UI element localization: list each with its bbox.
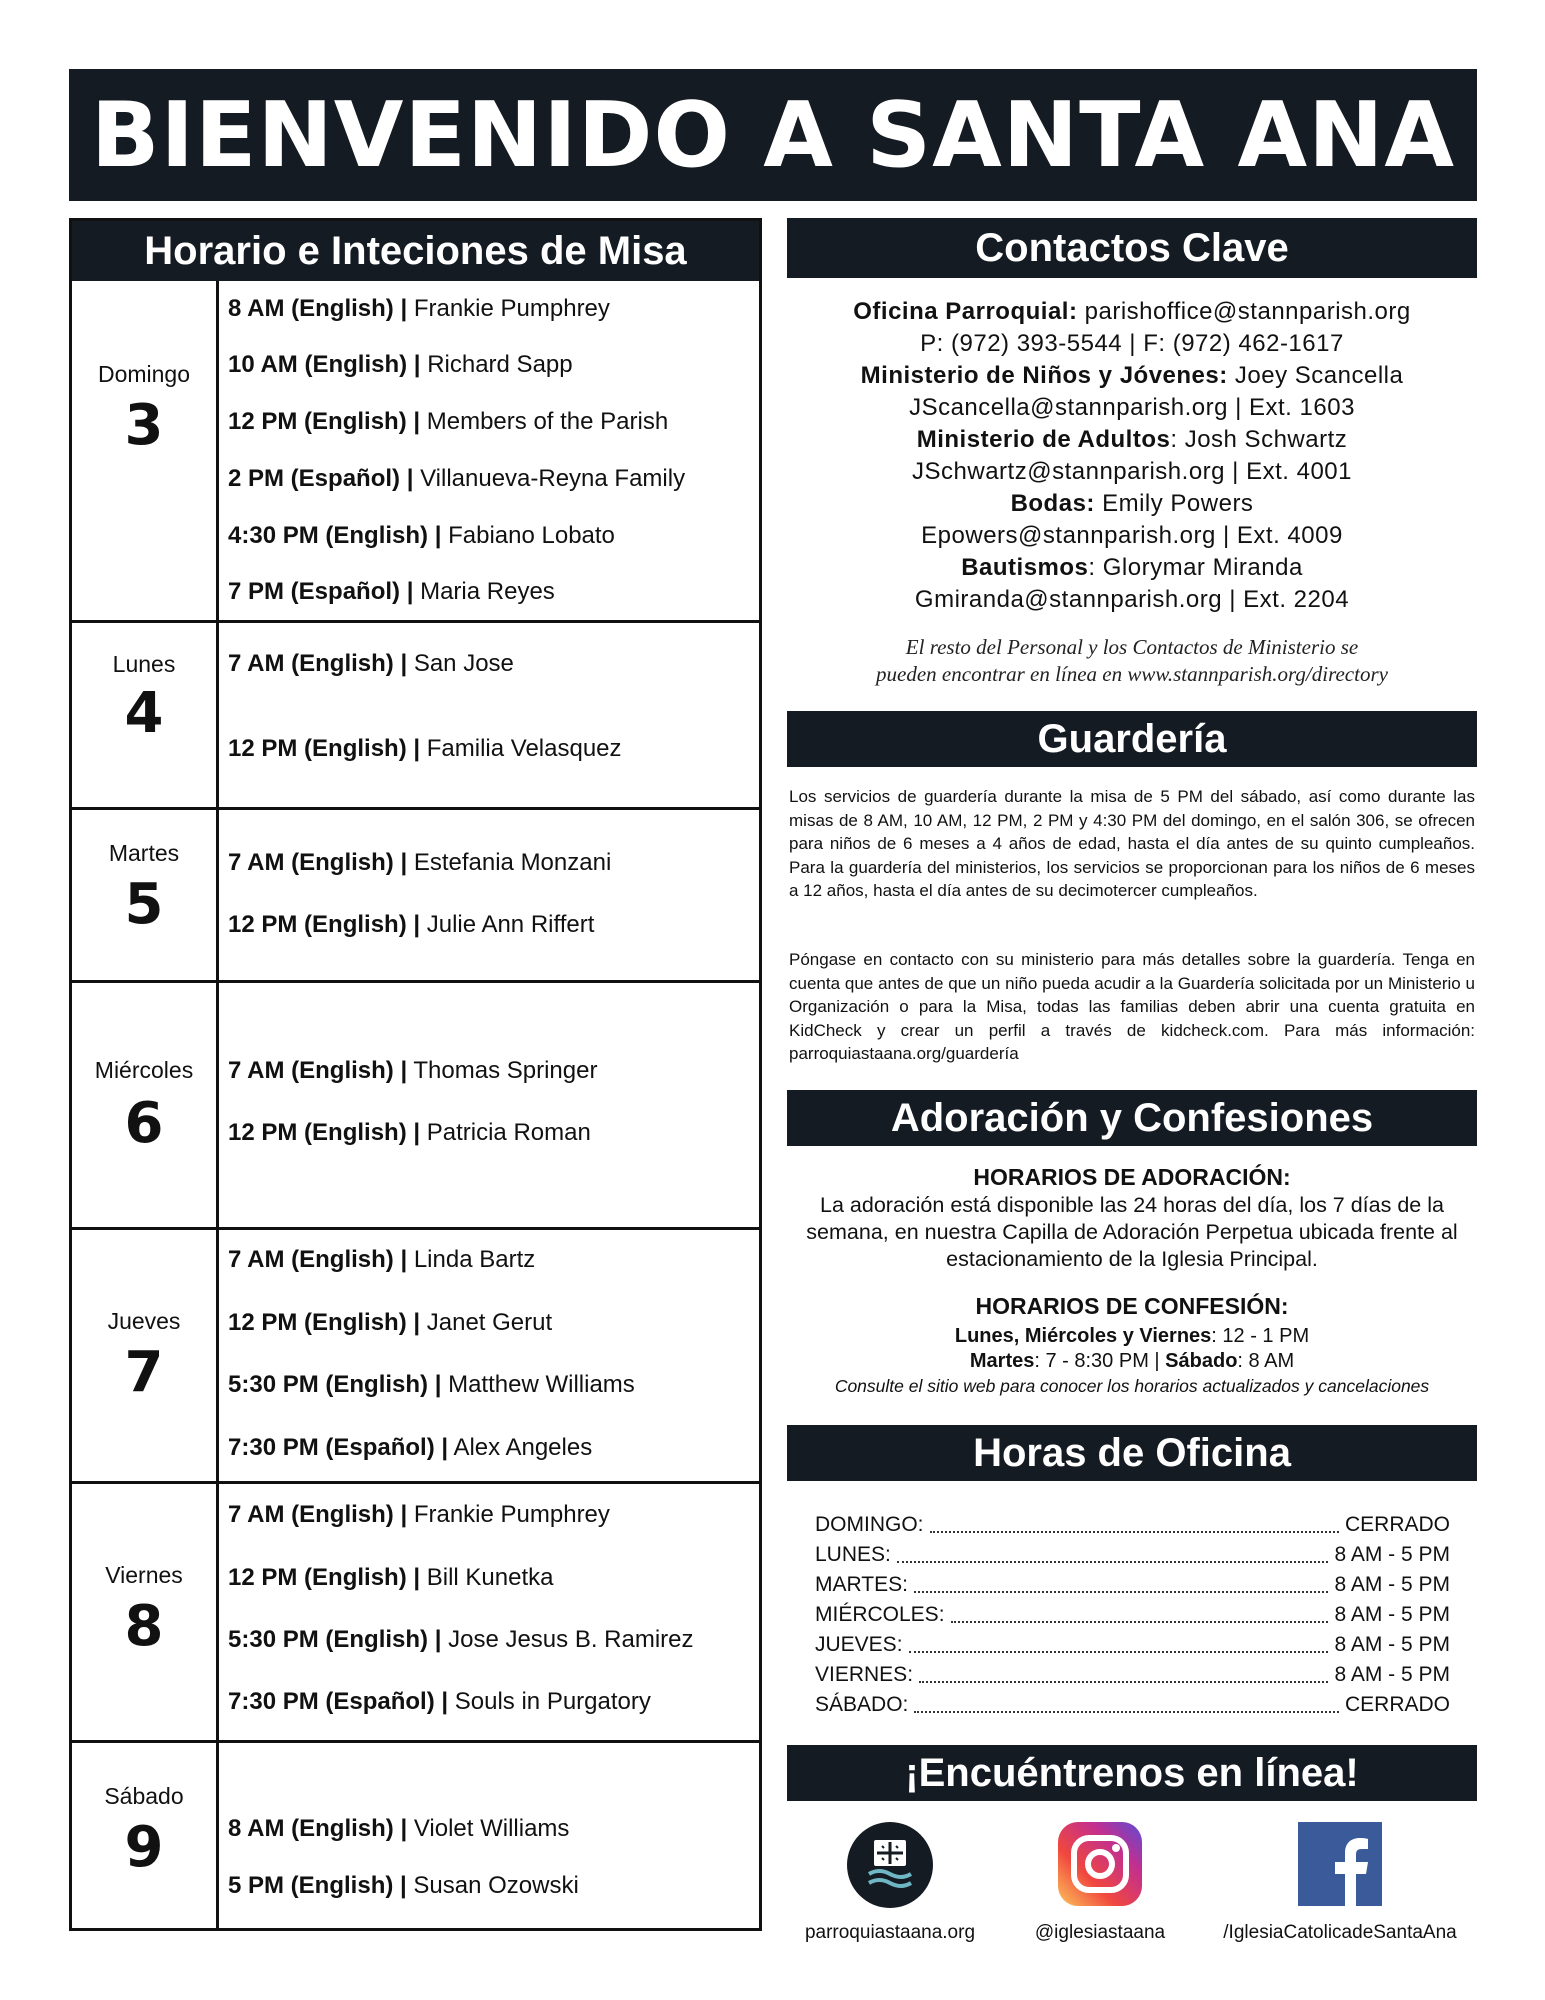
day-name: Miércoles — [94, 1057, 194, 1083]
mass-entry — [228, 849, 611, 877]
office-day: LUNES: — [815, 1543, 891, 1566]
office-header: Horas de Oficina — [787, 1425, 1477, 1481]
directory-note-line: El resto del Personal y los Contactos de Ministerio se — [905, 635, 1359, 659]
parish-logo-icon — [847, 1822, 933, 1908]
contact-role: Oficina Parroquial: — [853, 298, 1078, 325]
mass-time: 7 PM (Español) | — [228, 578, 414, 605]
mass-intention: Richard Sapp — [427, 351, 573, 378]
mass-entry — [228, 1815, 569, 1843]
mass-entry — [228, 465, 685, 493]
mass-time: 7 AM (English) | — [228, 650, 408, 677]
contact-line — [787, 456, 1477, 488]
confession-days: Sábado — [1165, 1350, 1238, 1372]
contact-line — [787, 328, 1477, 360]
directory-note — [787, 634, 1477, 688]
dot-leader — [914, 1697, 1339, 1713]
mass-time: 12 PM (English) | — [228, 1119, 421, 1146]
mass-intention: Members of the Parish — [426, 408, 669, 435]
mass-entry — [228, 1434, 592, 1462]
mass-intention: Alex Angeles — [453, 1434, 593, 1461]
mass-entry — [228, 1057, 597, 1085]
day-block-3 — [72, 980, 759, 1227]
contact-role: Ministerio de Niños y Jóvenes: — [860, 362, 1228, 389]
adoration-header: Adoración y Confesiones — [787, 1090, 1477, 1146]
mass-entry — [228, 1872, 579, 1900]
day-block-0 — [72, 281, 759, 620]
day-block-1 — [72, 620, 759, 807]
contact-role: Ministerio de Adultos — [916, 426, 1171, 453]
mass-time: 4:30 PM (English) | — [228, 522, 442, 549]
mass-time: 5:30 PM (English) | — [228, 1371, 442, 1398]
mass-intention: Fabiano Lobato — [448, 522, 615, 549]
contact-detail: P: (972) 393-5544 | F: (972) 462-1617 — [920, 330, 1344, 357]
mass-intention: Julie Ann Riffert — [426, 911, 595, 938]
contact-detail: Gmiranda@stannparish.org | Ext. 2204 — [914, 586, 1350, 613]
mass-time: 7 AM (English) | — [228, 1501, 408, 1528]
mass-entry — [228, 1309, 552, 1337]
confession-title: HORARIOS DE CONFESIÓN: — [975, 1293, 1289, 1319]
day-name: Lunes — [112, 651, 176, 677]
office-hours-value: 8 AM - 5 PM — [1334, 1603, 1450, 1626]
mass-time: 12 PM (English) | — [228, 735, 421, 762]
contact-line — [787, 424, 1477, 456]
mass-entry — [228, 911, 594, 939]
mass-entry — [228, 1501, 610, 1529]
nursery-paragraph: Póngase en contacto con su ministerio para más detalles sobre la guardería. Tenga en cuenta que antes de que un niño pueda acudir a la Guardería solicitada por un Ministerio u Organización o para la Misa, todas las familias deben abrir una cuenta gratuita en KidCheck y crear un perfil a través de kidcheck.com. Para más información: parroquiastaana.org/guardería — [789, 950, 1475, 1063]
office-day: JUEVES: — [815, 1633, 903, 1656]
confession-days: Martes — [969, 1350, 1035, 1372]
day-block-6 — [72, 1740, 759, 1928]
contact-line — [787, 296, 1477, 328]
mass-entry — [228, 735, 622, 763]
facebook-label: /IglesiaCatolicadeSantaAna — [1223, 1922, 1457, 1943]
mass-intention: Patricia Roman — [426, 1119, 591, 1146]
confession-days: Lunes, Miércoles y Viernes — [954, 1325, 1212, 1347]
day-number: 8 — [124, 1594, 164, 1659]
mass-intention: Violet Williams — [413, 1815, 570, 1842]
confession-hours: : 12 - 1 PM — [1211, 1325, 1310, 1347]
day-block-5 — [72, 1481, 759, 1740]
day-number: 3 — [124, 393, 164, 458]
contacts-header: Contactos Clave — [787, 218, 1477, 278]
day-number: 9 — [124, 1815, 164, 1880]
confession-hours: : 8 AM — [1237, 1350, 1295, 1372]
mass-time: 8 AM (English) | — [228, 1815, 408, 1842]
mass-entry — [228, 578, 555, 606]
office-day: MIÉRCOLES: — [815, 1603, 945, 1626]
instagram-link[interactable] — [1010, 1822, 1190, 1944]
mass-entry — [228, 1626, 694, 1654]
mass-time: 7 AM (English) | — [228, 849, 408, 876]
office-day: VIERNES: — [815, 1663, 914, 1686]
contact-line — [787, 552, 1477, 584]
contact-detail: Epowers@stannparish.org | Ext. 4009 — [921, 522, 1343, 549]
mass-time: 7:30 PM (Español) | — [228, 1688, 449, 1715]
mass-time: 10 AM (English) | — [228, 351, 421, 378]
mass-entry — [228, 1119, 591, 1147]
confession-line — [787, 1350, 1477, 1373]
day-name: Viernes — [105, 1562, 183, 1588]
office-hours-value: 8 AM - 5 PM — [1334, 1663, 1450, 1686]
mass-entry — [228, 1564, 554, 1592]
contact-line — [787, 392, 1477, 424]
contact-detail: JScancella@stannparish.org | Ext. 1603 — [909, 394, 1355, 421]
office-hours-row — [815, 1690, 1450, 1720]
day-name: Jueves — [107, 1308, 181, 1334]
dot-leader — [914, 1577, 1329, 1593]
mass-intention: San Jose — [413, 650, 514, 677]
contact-detail: : Glorymar Miranda — [1088, 554, 1303, 581]
day-name: Domingo — [97, 361, 191, 387]
office-hours-value: 8 AM - 5 PM — [1334, 1543, 1450, 1566]
office-hours-list — [815, 1510, 1450, 1720]
contact-detail: Joey Scancella — [1227, 362, 1404, 389]
mass-intention: Janet Gerut — [426, 1309, 553, 1336]
mass-entry — [228, 351, 573, 379]
office-hours-value: CERRADO — [1344, 1513, 1450, 1536]
contact-detail: : Josh Schwartz — [1170, 426, 1348, 453]
page-title: BIENVENIDO A SANTA ANA — [69, 69, 1477, 201]
mass-time: 5 PM (English) | — [228, 1872, 407, 1899]
day-name: Sábado — [104, 1783, 184, 1809]
office-hours-value: 8 AM - 5 PM — [1334, 1633, 1450, 1656]
instagram-icon — [1058, 1822, 1142, 1906]
adoration-title: HORARIOS DE ADORACIÓN: — [973, 1164, 1291, 1190]
mass-time: 7 AM (English) | — [228, 1057, 408, 1084]
facebook-icon — [1298, 1822, 1382, 1906]
mass-time: 12 PM (English) | — [228, 1564, 421, 1591]
day-number: 6 — [124, 1091, 164, 1156]
contact-line — [787, 520, 1477, 552]
mass-time: 8 AM (English) | — [228, 295, 408, 322]
mass-entry — [228, 650, 514, 678]
mass-intention: Thomas Springer — [413, 1057, 598, 1084]
schedule-header: Horario e Inteciones de Misa — [72, 221, 759, 281]
contacts-list — [787, 296, 1477, 616]
office-day: MARTES: — [815, 1573, 908, 1596]
nursery-paragraph: Los servicios de guardería durante la misa de 5 PM del sábado, así como durante las misas de 8 AM, 10 AM, 12 PM, 2 PM y 4:30 PM del domingo, en el salón 306, se ofrecen para niños de 6 meses a 4 años de edad, hasta el día antes de su quinto cumpleaños. Para la guardería del ministerios, los servicios se proporcionan para los niños de 6 meses a 12 años, hasta el día antes de su decimotercer cumpleaños. — [789, 787, 1475, 900]
directory-note-line: pueden encontrar en línea en www.stannparish.org/directory — [876, 662, 1388, 686]
mass-time: 5:30 PM (English) | — [228, 1626, 442, 1653]
mass-intention: Maria Reyes — [420, 578, 555, 605]
instagram-label: @iglesiastaana — [1034, 1922, 1166, 1943]
nursery-header: Guardería — [787, 711, 1477, 767]
office-hours-value: CERRADO — [1344, 1693, 1450, 1716]
office-hours-row — [815, 1630, 1450, 1660]
mass-intention: Linda Bartz — [413, 1246, 536, 1273]
office-hours-row — [815, 1660, 1450, 1690]
mass-intention: Estefania Monzani — [413, 849, 612, 876]
website-label: parroquiastaana.org — [804, 1922, 976, 1943]
office-hours-value: 8 AM - 5 PM — [1334, 1573, 1450, 1596]
office-hours-row — [815, 1510, 1450, 1540]
online-header: ¡Encuéntrenos en línea! — [787, 1745, 1477, 1801]
mass-entry — [228, 1688, 651, 1716]
mass-intention: Frankie Pumphrey — [413, 295, 610, 322]
mass-time: 12 PM (English) | — [228, 1309, 421, 1336]
mass-time: 7:30 PM (Español) | — [228, 1434, 449, 1461]
day-block-2 — [72, 807, 759, 980]
day-number: 4 — [124, 681, 164, 746]
day-block-4 — [72, 1227, 759, 1481]
dot-leader — [909, 1637, 1329, 1653]
mass-entry — [228, 295, 610, 323]
contact-detail: parishoffice@stannparish.org — [1077, 298, 1411, 325]
mass-entry — [228, 522, 615, 550]
dot-leader — [919, 1667, 1328, 1683]
facebook-link[interactable] — [1205, 1822, 1475, 1944]
mass-intention: Souls in Purgatory — [454, 1688, 651, 1715]
contact-role: Bautismos — [961, 554, 1089, 581]
mass-time: 12 PM (English) | — [228, 911, 421, 938]
day-number: 7 — [124, 1340, 164, 1405]
mass-intention: Frankie Pumphrey — [413, 1501, 610, 1528]
day-name: Martes — [108, 840, 180, 866]
contact-line — [787, 360, 1477, 392]
office-hours-row — [815, 1600, 1450, 1630]
confession-line — [787, 1325, 1477, 1348]
dot-leader — [897, 1547, 1329, 1563]
contact-detail: Emily Powers — [1094, 490, 1254, 517]
mass-intention: Bill Kunetka — [426, 1564, 554, 1591]
office-hours-row — [815, 1540, 1450, 1570]
contact-role: Bodas: — [1010, 490, 1095, 517]
contact-line — [787, 488, 1477, 520]
contact-line — [787, 584, 1477, 616]
mass-intention: Jose Jesus B. Ramirez — [448, 1626, 694, 1653]
mass-schedule — [69, 218, 762, 1931]
mass-intention: Susan Ozowski — [413, 1872, 579, 1899]
office-day: SÁBADO: — [815, 1693, 909, 1716]
contact-detail: JSchwartz@stannparish.org | Ext. 4001 — [912, 458, 1352, 485]
confession-note: Consulte el sitio web para conocer los horarios actualizados y cancelaciones — [834, 1376, 1430, 1396]
mass-time: 7 AM (English) | — [228, 1246, 408, 1273]
day-number: 5 — [124, 872, 164, 937]
mass-time: 12 PM (English) | — [228, 408, 421, 435]
mass-entry — [228, 1371, 635, 1399]
mass-intention: Villanueva-Reyna Family — [420, 465, 686, 492]
office-hours-row — [815, 1570, 1450, 1600]
mass-time: 2 PM (Español) | — [228, 465, 414, 492]
website-link[interactable] — [790, 1822, 990, 1944]
office-day: DOMINGO: — [815, 1513, 924, 1536]
mass-intention: Familia Velasquez — [426, 735, 622, 762]
dot-leader — [951, 1607, 1329, 1623]
dot-leader — [930, 1517, 1339, 1533]
mass-entry — [228, 408, 668, 436]
adoration-text: La adoración está disponible las 24 horas del día, los 7 días de la semana, en nuestra Capilla de Adoración Perpetua ubicada frente al estacionamiento de la Iglesia Principal. — [806, 1193, 1458, 1271]
mass-intention: Matthew Williams — [448, 1371, 635, 1398]
mass-entry — [228, 1246, 535, 1274]
confession-hours: : 7 - 8:30 PM | — [1034, 1350, 1166, 1372]
